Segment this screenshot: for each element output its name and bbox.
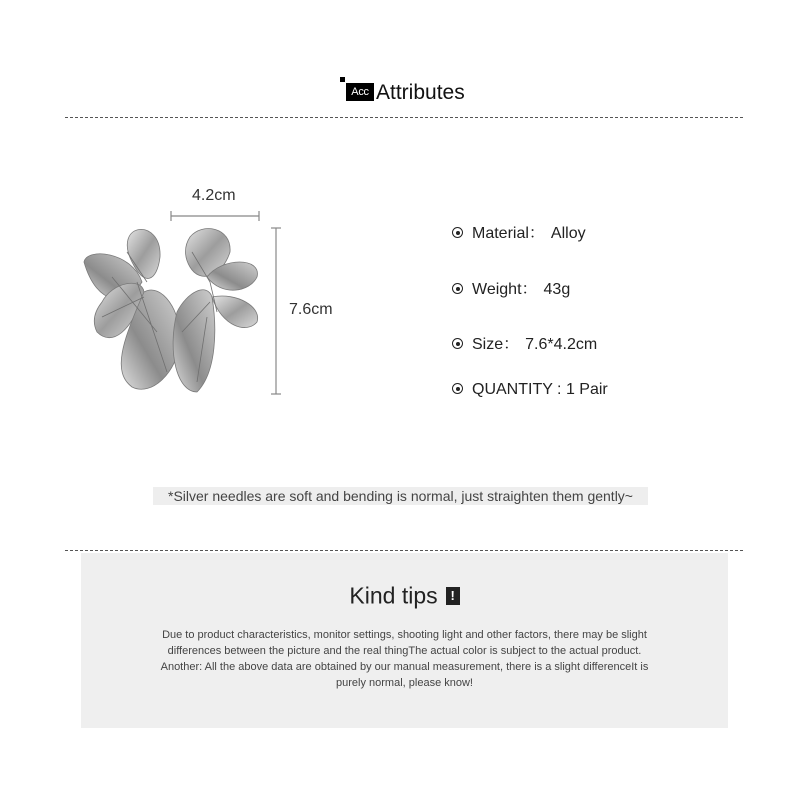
spec-material bbox=[452, 220, 586, 243]
section-title: Attributes bbox=[376, 81, 465, 104]
spec-value: 43g bbox=[543, 281, 571, 298]
tips-line: purely normal, please know! bbox=[336, 677, 473, 689]
dimension-lines bbox=[160, 205, 290, 405]
tips-line: Another: All the above data are obtained by our manual measurement, there is a slight differenceIt is bbox=[160, 661, 649, 673]
kind-tips-text bbox=[117, 627, 692, 691]
spec-label: Size： bbox=[472, 336, 520, 353]
care-note: *Silver needles are soft and bending is normal, just straighten them gently~ bbox=[153, 487, 648, 505]
tips-line: differences between the picture and the real thingThe actual color is subject to the actual product. bbox=[167, 645, 642, 657]
spec-label: QUANTITY : 1 Pair bbox=[472, 381, 608, 398]
circle-dot-icon bbox=[452, 283, 463, 294]
kind-tips-title: Kind tips bbox=[349, 582, 438, 609]
spec-quantity bbox=[452, 381, 608, 399]
spec-size bbox=[452, 331, 597, 354]
header-dot bbox=[340, 77, 345, 82]
width-dimension-label: 4.2cm bbox=[192, 187, 236, 204]
kind-tips-heading bbox=[81, 581, 728, 609]
height-dimension-label: 7.6cm bbox=[289, 301, 333, 318]
divider-top bbox=[65, 117, 743, 118]
kind-tips-panel bbox=[81, 553, 728, 728]
circle-dot-icon bbox=[452, 338, 463, 349]
spec-value: 7.6*4.2cm bbox=[525, 336, 598, 353]
spec-value: Alloy bbox=[550, 225, 586, 242]
spec-label: Weight： bbox=[472, 281, 538, 298]
spec-label: Material： bbox=[472, 225, 545, 242]
divider-bottom bbox=[65, 550, 743, 551]
circle-dot-icon bbox=[452, 227, 463, 238]
tips-line: Due to product characteristics, monitor settings, shooting light and other factors, there may be slight bbox=[162, 629, 647, 641]
spec-weight bbox=[452, 276, 570, 299]
circle-dot-icon bbox=[452, 383, 463, 394]
header-badge: Acc bbox=[346, 83, 374, 101]
exclamation-icon: ! bbox=[446, 587, 460, 605]
